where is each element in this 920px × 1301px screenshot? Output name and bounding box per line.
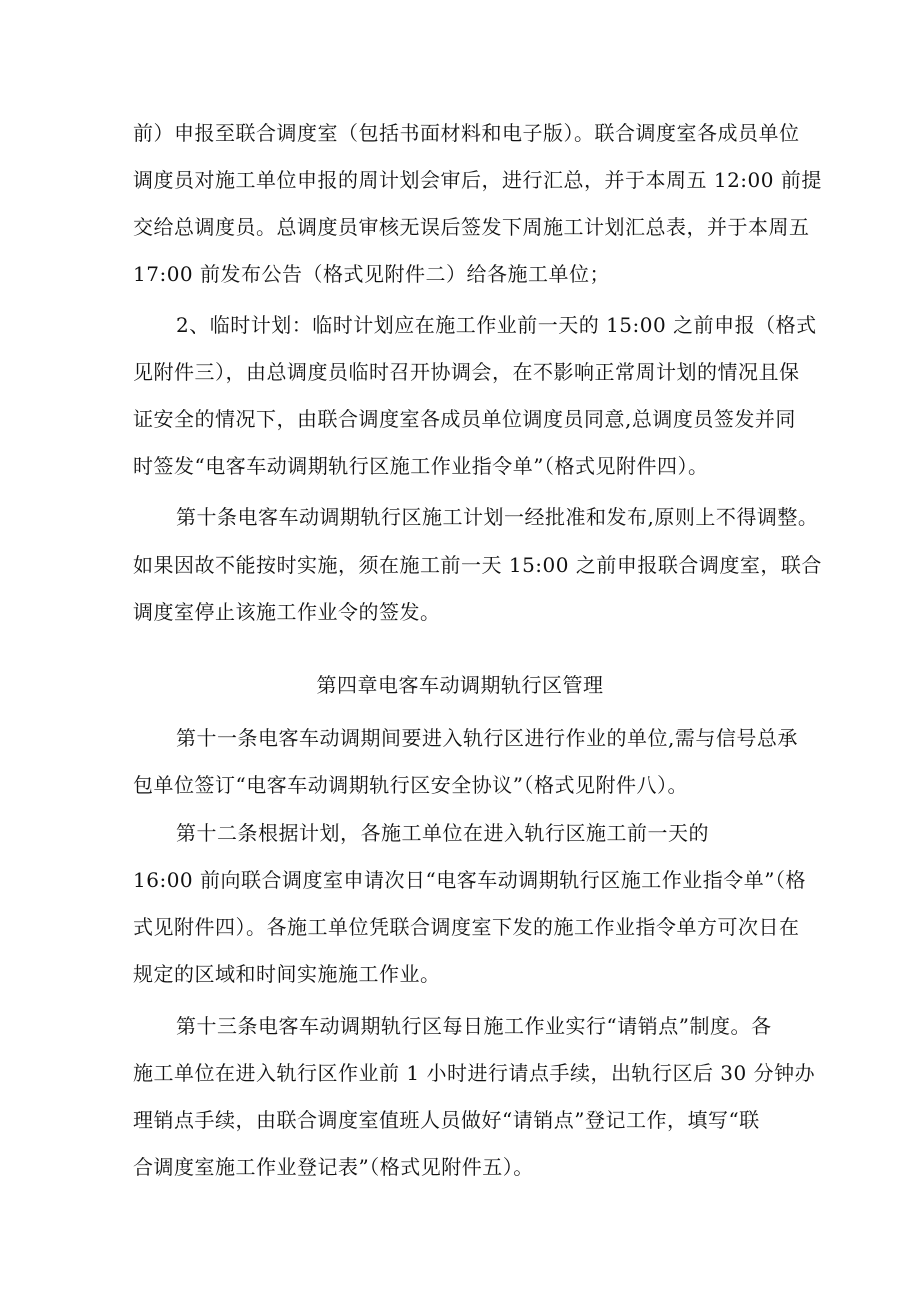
text-line: 第十三条电客车动调期轨行区每日施工作业实行“请销点”制度。各 [176, 1014, 772, 1038]
text-line: 调度室停止该施工作业令的签发。 [133, 600, 441, 624]
text-line: 如果因故不能按时实施，须在施工前一天 15:00 之前申报联合调度室，联合 [133, 553, 822, 577]
text-line: 交给总调度员。总调度员审核无误后签发下周施工计划汇总表，并于本周五 [133, 215, 810, 239]
text-line: 16:00 前向联合调度室申请次日“电客车动调期轨行区施工作业指令单”（格 [133, 868, 806, 892]
text-line: 式见附件四）。各施工单位凭联合调度室下发的施工作业指令单方可次日在 [133, 915, 800, 939]
text-line: 包单位签订“电客车动调期轨行区安全协议”（格式见附件八）。 [133, 773, 688, 797]
text-line: 合调度室施工作业登记表”（格式见附件五）。 [133, 1155, 534, 1179]
text-line: 调度员对施工单位申报的周计划会审后，进行汇总，并于本周五 12:00 前提 [133, 168, 822, 192]
text-line: 第十一条电客车动调期间要进入轨行区进行作业的单位,需与信号总承 [176, 726, 798, 750]
text-line: 前）申报至联合调度室（包括书面材料和电子版）。联合调度室各成员单位 [133, 121, 800, 145]
text-line: 规定的区域和时间实施施工作业。 [133, 962, 441, 986]
text-line: 施工单位在进入轨行区作业前 1 小时进行请点手续，出轨行区后 30 分钟办 [133, 1061, 816, 1085]
chapter-heading: 第四章电客车动调期轨行区管理 [316, 673, 604, 697]
text-line: 理销点手续，由联合调度室值班人员做好“请销点”登记工作，填写“联 [133, 1108, 760, 1132]
text-line: 证安全的情况下，由联合调度室各成员单位调度员同意,总调度员签发并同 [133, 407, 796, 431]
text-line: 2、临时计划：临时计划应在施工作业前一天的 15:00 之前申报（格式 [176, 313, 817, 337]
text-line: 第十二条根据计划，各施工单位在进入轨行区施工前一天的 [176, 821, 709, 845]
text-line: 时签发“电客车动调期轨行区施工作业指令单”（格式见附件四）。 [133, 454, 709, 478]
text-line: 见附件三），由总调度员临时召开协调会，在不影响正常周计划的情况且保 [133, 360, 800, 384]
text-line: 17:00 前发布公告（格式见附件二）给各施工单位； [133, 262, 610, 286]
text-line: 第十条电客车动调期轨行区施工计划一经批准和发布,原则上不得调整。 [176, 505, 819, 529]
